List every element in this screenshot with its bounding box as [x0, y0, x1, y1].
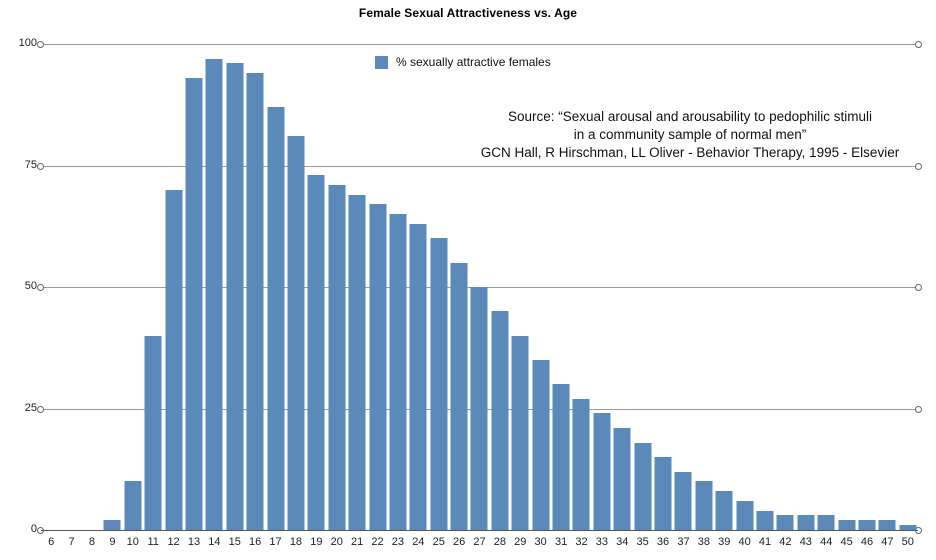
bar[interactable]: [736, 501, 753, 530]
y-tick-label: 50: [24, 280, 37, 292]
x-tick-label: 46: [860, 536, 874, 548]
bar-slot: [204, 44, 224, 530]
chart-legend: [375, 55, 551, 69]
bar[interactable]: [818, 515, 835, 530]
bar[interactable]: [410, 224, 427, 530]
x-tick-label: 10: [126, 536, 139, 548]
bar-slot: [82, 44, 102, 530]
bar-slot: [41, 44, 61, 530]
x-axis-line: [41, 530, 918, 531]
bar[interactable]: [553, 384, 570, 530]
source-line-2: in a community sample of normal men”: [573, 127, 807, 142]
bar-slot: [367, 44, 387, 530]
bar[interactable]: [879, 520, 896, 530]
bar[interactable]: [593, 413, 610, 530]
bar[interactable]: [287, 136, 304, 530]
bar[interactable]: [328, 185, 345, 530]
x-tick-label: 41: [758, 536, 772, 548]
bar[interactable]: [777, 515, 794, 530]
legend-swatch-icon: [375, 56, 388, 69]
x-tick-label: 16: [249, 536, 262, 548]
bar[interactable]: [124, 481, 141, 530]
bar-slot: [429, 44, 449, 530]
bar[interactable]: [308, 175, 325, 530]
x-tick-label: 6: [48, 536, 55, 548]
bar[interactable]: [430, 238, 447, 530]
bar[interactable]: [226, 63, 243, 530]
bar[interactable]: [614, 428, 631, 530]
x-tick-label: 8: [88, 536, 96, 548]
bar[interactable]: [247, 73, 264, 530]
x-tick-label: 14: [208, 536, 221, 548]
y-tick-label: 100: [18, 37, 37, 49]
bar[interactable]: [206, 59, 223, 530]
bar[interactable]: [349, 195, 366, 530]
bar[interactable]: [165, 190, 182, 530]
bar-slot: [388, 44, 408, 530]
x-tick-label: 50: [901, 536, 914, 548]
x-tick-label: 26: [452, 536, 466, 548]
bar-slot: [347, 44, 367, 530]
x-tick-label: 32: [575, 536, 588, 548]
x-tick-label: 43: [799, 536, 812, 548]
bar[interactable]: [145, 336, 162, 530]
bar-slot: [143, 44, 163, 530]
bar-slot: [286, 44, 306, 530]
x-axis-labels: [41, 532, 918, 556]
bar[interactable]: [838, 520, 855, 530]
bar-slot: [245, 44, 265, 530]
bar[interactable]: [655, 457, 672, 530]
bar[interactable]: [185, 78, 202, 530]
bar-slot: [61, 44, 81, 530]
x-tick-label: 36: [656, 536, 670, 548]
y-tick-label: 0: [30, 523, 37, 535]
x-tick-label: 18: [289, 536, 303, 548]
source-annotation: [455, 108, 925, 162]
x-tick-label: 17: [269, 536, 282, 548]
bar[interactable]: [491, 311, 508, 530]
bar-slot: [123, 44, 143, 530]
chart-title: Female Sexual Attractiveness vs. Age: [358, 6, 578, 20]
x-tick-label: 22: [371, 536, 384, 548]
x-tick-label: 47: [881, 536, 894, 548]
bar-slot: [306, 44, 326, 530]
bar[interactable]: [532, 360, 549, 530]
source-line-3: GCN Hall, R Hirschman, LL Oliver - Behavior Therapy, 1995 - Elsevier: [480, 145, 900, 160]
x-tick-label: 7: [68, 536, 75, 548]
bar[interactable]: [716, 491, 733, 530]
bar[interactable]: [695, 481, 712, 530]
bar[interactable]: [451, 263, 468, 530]
x-tick-label: 15: [228, 536, 241, 548]
x-tick-label: 44: [820, 536, 833, 548]
x-tick-label: 38: [697, 536, 710, 548]
x-tick-label: 37: [677, 536, 690, 548]
bar[interactable]: [797, 515, 814, 530]
x-tick-label: 35: [636, 536, 649, 548]
x-tick-label: 39: [718, 536, 731, 548]
bar[interactable]: [859, 520, 876, 530]
bar[interactable]: [267, 107, 284, 530]
y-axis-labels: [0, 37, 37, 535]
bar-slot: [265, 44, 285, 530]
bar[interactable]: [471, 287, 488, 530]
x-tick-label: 31: [554, 536, 568, 548]
x-tick-label: 45: [840, 536, 853, 548]
x-tick-label: 27: [473, 536, 486, 548]
bar[interactable]: [512, 336, 529, 530]
bar-slot: [327, 44, 347, 530]
x-tick-label: 28: [493, 536, 507, 548]
bar[interactable]: [369, 204, 386, 530]
x-tick-label: 33: [595, 536, 608, 548]
x-tick-label: 34: [616, 536, 629, 548]
bar[interactable]: [757, 511, 774, 530]
y-tick-label: 75: [24, 158, 37, 171]
bar[interactable]: [573, 399, 590, 530]
x-tick-label: 40: [738, 536, 751, 548]
bar[interactable]: [389, 214, 406, 530]
x-tick-label: 21: [351, 536, 364, 548]
x-tick-label: 13: [187, 536, 201, 548]
bar-slot: [163, 44, 183, 530]
x-tick-label: 11: [147, 536, 159, 548]
bar-slot: [225, 44, 245, 530]
x-tick-label: 9: [109, 536, 116, 548]
x-tick-label: 29: [514, 536, 527, 548]
bar-slot: [102, 44, 122, 530]
x-tick-label: 23: [391, 536, 405, 548]
source-line-1: Source: “Sexual arousal and arousability to pedophilic stimuli: [508, 109, 872, 124]
x-tick-label: 25: [432, 536, 445, 548]
y-tick-label: 25: [24, 401, 37, 414]
x-tick-label: 19: [310, 536, 323, 548]
x-tick-label: 42: [779, 536, 792, 548]
x-tick-label: 30: [534, 536, 547, 548]
legend-label: % sexually attractive females: [396, 55, 551, 69]
x-tick-label: 24: [412, 536, 425, 548]
bar[interactable]: [675, 472, 692, 530]
x-tick-label: 20: [330, 536, 343, 548]
bar[interactable]: [634, 443, 651, 530]
x-tick-label: 12: [167, 536, 180, 548]
bar[interactable]: [104, 520, 121, 530]
bar-slot: [184, 44, 204, 530]
bar-slot: [408, 44, 428, 530]
